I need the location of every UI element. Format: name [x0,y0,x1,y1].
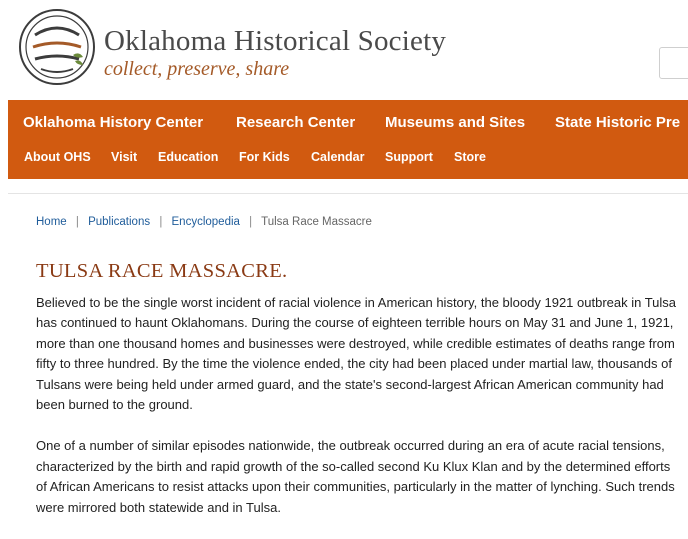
nav-calendar[interactable]: Calendar [311,150,365,164]
article-paragraph: One of a number of similar episodes nationwide, the outbreak occurred during an era of acute racial tensions, characterized by the birth and rapid growth of the so-called second Ku Klux Klan and by the determined efforts of African Americans to resist attacks upon their communities, particularly in the matter of lynching. Such trends were mirrored both statewide and in Tulsa. [36,438,675,515]
breadcrumb-separator: | [249,216,253,228]
main-navigation [8,100,688,179]
nav-research-center[interactable]: Research Center [236,114,356,131]
nav-about-ohs[interactable]: About OHS [24,150,91,164]
article-body [36,293,680,539]
nav-store[interactable]: Store [454,150,486,164]
nav-education[interactable]: Education [158,150,219,164]
search-input[interactable] [659,47,688,79]
nav-museums-and-sites[interactable]: Museums and Sites [385,114,526,131]
article-paragraph: Believed to be the single worst incident of racial violence in American history, the bloody 1921 outbreak in Tulsa has continued to haunt Oklahomans. During the course of eighteen terrible hours on May 31 and June 1, 1921, more than one thousand homes and businesses were destroyed, while credible estimates of deaths range from fifty to three hundred. By the time the violence ended, the city had been placed under martial law, thousands of Tulsans were being held under armed guard, and the state's second-largest African American community had been burned to the ground. [36,295,677,413]
nav-state-historic-preservation[interactable]: State Historic Pre [555,114,681,131]
breadcrumb-publications[interactable]: Publications [88,216,151,228]
breadcrumb [36,216,372,228]
divider [8,193,688,194]
ohs-seal-logo-icon[interactable] [19,9,95,85]
breadcrumb-separator: | [75,216,79,228]
breadcrumb-home[interactable]: Home [36,216,67,228]
breadcrumb-encyclopedia[interactable]: Encyclopedia [171,216,240,228]
site-header [0,0,688,100]
site-title[interactable]: Oklahoma Historical Society [104,25,447,57]
site-tagline: collect, preserve, share [104,58,290,80]
nav-support[interactable]: Support [385,150,433,164]
nav-visit[interactable]: Visit [111,150,138,164]
page-title: TULSA RACE MASSACRE. [36,260,288,282]
breadcrumb-separator: | [159,216,163,228]
nav-for-kids[interactable]: For Kids [239,150,290,164]
nav-oklahoma-history-center[interactable]: Oklahoma History Center [23,114,204,131]
breadcrumb-current: Tulsa Race Massacre [261,216,372,228]
